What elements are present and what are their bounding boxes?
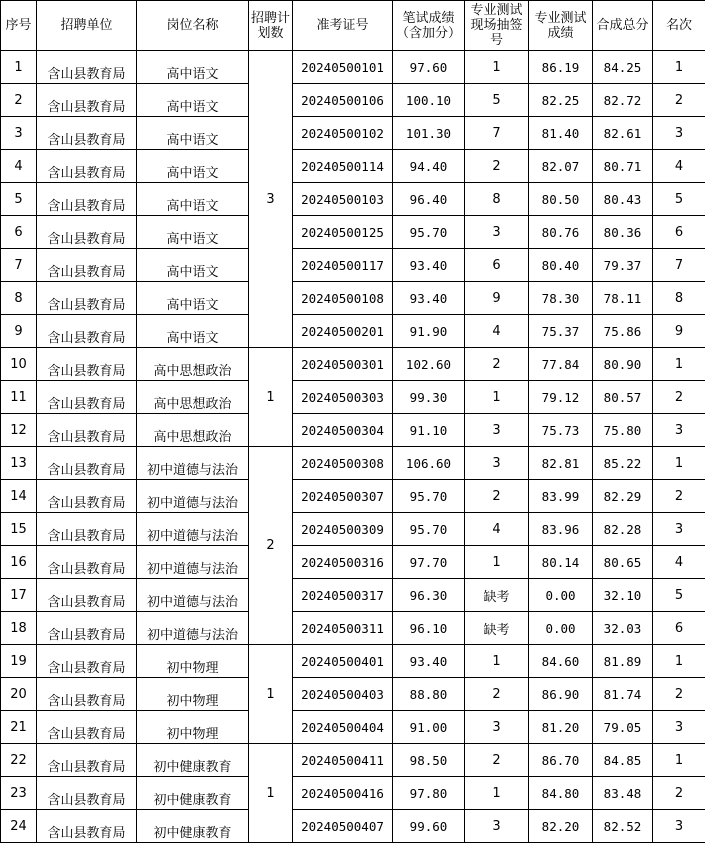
rank-cell: 3 [653,513,705,546]
written-score-cell: 94.40 [393,150,465,183]
plan-count-cell: 1 [249,645,293,744]
written-score-cell: 98.50 [393,744,465,777]
table-row [1,480,705,513]
written-score-cell: 99.60 [393,810,465,843]
total-score-cell: 82.29 [593,480,653,513]
position-cell: 初中物理 [137,645,249,678]
plan-count-cell: 1 [249,348,293,447]
professional-score-cell: 83.99 [529,480,593,513]
seq-cell: 7 [1,249,37,282]
header-rank: 名次 [653,1,705,51]
rank-cell: 1 [653,51,705,84]
table-row [1,150,705,183]
exam-id-cell: 20240500117 [293,249,393,282]
seq-cell: 12 [1,414,37,447]
seq-cell: 22 [1,744,37,777]
rank-cell: 3 [653,810,705,843]
unit-cell: 含山县教育局 [37,249,137,282]
unit-cell: 含山县教育局 [37,414,137,447]
professional-score-cell: 86.70 [529,744,593,777]
draw-number-cell: 1 [465,645,529,678]
professional-score-cell: 75.73 [529,414,593,447]
table-row [1,84,705,117]
header-seq: 序号 [1,1,37,51]
total-score-cell: 82.28 [593,513,653,546]
rank-cell: 2 [653,84,705,117]
draw-number-cell: 缺考 [465,579,529,612]
unit-cell: 含山县教育局 [37,150,137,183]
table-row [1,579,705,612]
table-row [1,381,705,414]
table-row [1,678,705,711]
written-score-cell: 93.40 [393,282,465,315]
position-cell: 初中物理 [137,711,249,744]
professional-score-cell: 82.25 [529,84,593,117]
unit-cell: 含山县教育局 [37,645,137,678]
rank-cell: 1 [653,645,705,678]
rank-cell: 2 [653,480,705,513]
total-score-cell: 82.52 [593,810,653,843]
header-exam-id: 准考证号 [293,1,393,51]
draw-number-cell: 8 [465,183,529,216]
total-score-cell: 84.85 [593,744,653,777]
table-row [1,216,705,249]
unit-cell: 含山县教育局 [37,810,137,843]
exam-id-cell: 20240500303 [293,381,393,414]
professional-score-cell: 86.90 [529,678,593,711]
seq-cell: 23 [1,777,37,810]
draw-number-cell: 2 [465,348,529,381]
position-cell: 初中道德与法治 [137,579,249,612]
unit-cell: 含山县教育局 [37,678,137,711]
written-score-cell: 101.30 [393,117,465,150]
header-position: 岗位名称 [137,1,249,51]
unit-cell: 含山县教育局 [37,381,137,414]
draw-number-cell: 1 [465,381,529,414]
total-score-cell: 83.48 [593,777,653,810]
rank-cell: 2 [653,678,705,711]
exam-id-cell: 20240500304 [293,414,393,447]
seq-cell: 20 [1,678,37,711]
draw-number-cell: 6 [465,249,529,282]
exam-id-cell: 20240500404 [293,711,393,744]
position-cell: 高中语文 [137,315,249,348]
total-score-cell: 75.86 [593,315,653,348]
seq-cell: 18 [1,612,37,645]
position-cell: 初中道德与法治 [137,612,249,645]
draw-number-cell: 4 [465,315,529,348]
draw-number-cell: 2 [465,480,529,513]
table-row [1,645,705,678]
written-score-cell: 95.70 [393,513,465,546]
table-row [1,612,705,645]
rank-cell: 5 [653,579,705,612]
written-score-cell: 91.10 [393,414,465,447]
exam-id-cell: 20240500106 [293,84,393,117]
seq-cell: 17 [1,579,37,612]
position-cell: 高中思想政治 [137,414,249,447]
written-score-cell: 96.40 [393,183,465,216]
draw-number-cell: 3 [465,216,529,249]
professional-score-cell: 80.40 [529,249,593,282]
exam-id-cell: 20240500102 [293,117,393,150]
exam-id-cell: 20240500101 [293,51,393,84]
draw-number-cell: 1 [465,777,529,810]
rank-cell: 1 [653,348,705,381]
rank-cell: 6 [653,216,705,249]
professional-score-cell: 83.96 [529,513,593,546]
draw-number-cell: 缺考 [465,612,529,645]
seq-cell: 9 [1,315,37,348]
unit-cell: 含山县教育局 [37,348,137,381]
written-score-cell: 97.80 [393,777,465,810]
total-score-cell: 75.80 [593,414,653,447]
professional-score-cell: 80.50 [529,183,593,216]
unit-cell: 含山县教育局 [37,183,137,216]
position-cell: 高中语文 [137,183,249,216]
table-row [1,711,705,744]
exam-id-cell: 20240500407 [293,810,393,843]
rank-cell: 8 [653,282,705,315]
exam-id-cell: 20240500316 [293,546,393,579]
unit-cell: 含山县教育局 [37,612,137,645]
table-row [1,513,705,546]
header-plan: 招聘计划数 [249,1,293,51]
exam-id-cell: 20240500311 [293,612,393,645]
position-cell: 高中思想政治 [137,381,249,414]
seq-cell: 2 [1,84,37,117]
rank-cell: 5 [653,183,705,216]
position-cell: 初中物理 [137,678,249,711]
written-score-cell: 93.40 [393,249,465,282]
exam-id-cell: 20240500301 [293,348,393,381]
position-cell: 初中健康教育 [137,777,249,810]
exam-id-cell: 20240500403 [293,678,393,711]
written-score-cell: 91.90 [393,315,465,348]
professional-score-cell: 77.84 [529,348,593,381]
rank-cell: 3 [653,414,705,447]
exam-id-cell: 20240500201 [293,315,393,348]
unit-cell: 含山县教育局 [37,744,137,777]
total-score-cell: 80.65 [593,546,653,579]
seq-cell: 14 [1,480,37,513]
rank-cell: 9 [653,315,705,348]
written-score-cell: 96.10 [393,612,465,645]
unit-cell: 含山县教育局 [37,117,137,150]
total-score-cell: 82.72 [593,84,653,117]
seq-cell: 11 [1,381,37,414]
draw-number-cell: 2 [465,744,529,777]
unit-cell: 含山县教育局 [37,282,137,315]
unit-cell: 含山县教育局 [37,315,137,348]
written-score-cell: 106.60 [393,447,465,480]
exam-id-cell: 20240500317 [293,579,393,612]
unit-cell: 含山县教育局 [37,51,137,84]
professional-score-cell: 82.81 [529,447,593,480]
seq-cell: 1 [1,51,37,84]
professional-score-cell: 84.60 [529,645,593,678]
seq-cell: 15 [1,513,37,546]
written-score-cell: 93.40 [393,645,465,678]
professional-score-cell: 80.76 [529,216,593,249]
rank-cell: 3 [653,711,705,744]
professional-score-cell: 86.19 [529,51,593,84]
written-score-cell: 97.60 [393,51,465,84]
total-score-cell: 79.05 [593,711,653,744]
exam-id-cell: 20240500103 [293,183,393,216]
exam-id-cell: 20240500411 [293,744,393,777]
total-score-cell: 81.74 [593,678,653,711]
rank-cell: 2 [653,381,705,414]
unit-cell: 含山县教育局 [37,777,137,810]
position-cell: 高中思想政治 [137,348,249,381]
written-score-cell: 91.00 [393,711,465,744]
exam-id-cell: 20240500108 [293,282,393,315]
rank-cell: 3 [653,117,705,150]
seq-cell: 6 [1,216,37,249]
position-cell: 高中语文 [137,117,249,150]
written-score-cell: 95.70 [393,480,465,513]
written-score-cell: 99.30 [393,381,465,414]
table-row [1,810,705,843]
rank-cell: 4 [653,546,705,579]
written-score-cell: 100.10 [393,84,465,117]
plan-count-cell: 1 [249,744,293,843]
draw-number-cell: 7 [465,117,529,150]
seq-cell: 13 [1,447,37,480]
position-cell: 高中语文 [137,84,249,117]
total-score-cell: 78.11 [593,282,653,315]
professional-score-cell: 82.20 [529,810,593,843]
written-score-cell: 102.60 [393,348,465,381]
table-row [1,348,705,381]
position-cell: 初中道德与法治 [137,480,249,513]
table-row [1,282,705,315]
exam-id-cell: 20240500401 [293,645,393,678]
professional-score-cell: 80.14 [529,546,593,579]
total-score-cell: 32.10 [593,579,653,612]
position-cell: 初中健康教育 [137,810,249,843]
draw-number-cell: 3 [465,447,529,480]
header-row [1,1,705,51]
draw-number-cell: 1 [465,546,529,579]
draw-number-cell: 1 [465,51,529,84]
seq-cell: 3 [1,117,37,150]
header-total-score: 合成总分 [593,1,653,51]
draw-number-cell: 4 [465,513,529,546]
table-row [1,183,705,216]
total-score-cell: 80.90 [593,348,653,381]
draw-number-cell: 9 [465,282,529,315]
position-cell: 初中道德与法治 [137,513,249,546]
position-cell: 高中语文 [137,216,249,249]
draw-number-cell: 3 [465,711,529,744]
header-unit: 招聘单位 [37,1,137,51]
written-score-cell: 88.80 [393,678,465,711]
professional-score-cell: 75.37 [529,315,593,348]
rank-cell: 1 [653,447,705,480]
exam-id-cell: 20240500309 [293,513,393,546]
table-row [1,777,705,810]
plan-count-cell: 2 [249,447,293,645]
table-row [1,51,705,84]
exam-id-cell: 20240500125 [293,216,393,249]
professional-score-cell: 81.40 [529,117,593,150]
total-score-cell: 80.71 [593,150,653,183]
position-cell: 高中语文 [137,51,249,84]
total-score-cell: 80.43 [593,183,653,216]
rank-cell: 1 [653,744,705,777]
exam-id-cell: 20240500114 [293,150,393,183]
seq-cell: 16 [1,546,37,579]
seq-cell: 4 [1,150,37,183]
draw-number-cell: 3 [465,414,529,447]
position-cell: 高中语文 [137,282,249,315]
unit-cell: 含山县教育局 [37,480,137,513]
header-written-score: 笔试成绩（含加分） [393,1,465,51]
draw-number-cell: 5 [465,84,529,117]
table-row [1,546,705,579]
unit-cell: 含山县教育局 [37,513,137,546]
professional-score-cell: 81.20 [529,711,593,744]
total-score-cell: 80.36 [593,216,653,249]
position-cell: 初中道德与法治 [137,546,249,579]
position-cell: 高中语文 [137,150,249,183]
professional-score-cell: 0.00 [529,579,593,612]
total-score-cell: 81.89 [593,645,653,678]
seq-cell: 19 [1,645,37,678]
seq-cell: 8 [1,282,37,315]
total-score-cell: 85.22 [593,447,653,480]
header-professional-score: 专业测试成绩 [529,1,593,51]
total-score-cell: 32.03 [593,612,653,645]
professional-score-cell: 84.80 [529,777,593,810]
professional-score-cell: 0.00 [529,612,593,645]
unit-cell: 含山县教育局 [37,447,137,480]
rank-cell: 4 [653,150,705,183]
position-cell: 初中道德与法治 [137,447,249,480]
exam-id-cell: 20240500307 [293,480,393,513]
table-row [1,249,705,282]
table-row [1,744,705,777]
total-score-cell: 82.61 [593,117,653,150]
written-score-cell: 96.30 [393,579,465,612]
rank-cell: 7 [653,249,705,282]
professional-score-cell: 78.30 [529,282,593,315]
seq-cell: 10 [1,348,37,381]
exam-id-cell: 20240500308 [293,447,393,480]
total-score-cell: 80.57 [593,381,653,414]
table-row [1,117,705,150]
unit-cell: 含山县教育局 [37,546,137,579]
seq-cell: 5 [1,183,37,216]
written-score-cell: 95.70 [393,216,465,249]
seq-cell: 21 [1,711,37,744]
exam-id-cell: 20240500416 [293,777,393,810]
draw-number-cell: 3 [465,810,529,843]
total-score-cell: 84.25 [593,51,653,84]
position-cell: 初中健康教育 [137,744,249,777]
header-draw-number: 专业测试现场抽签号 [465,1,529,51]
written-score-cell: 97.70 [393,546,465,579]
rank-cell: 6 [653,612,705,645]
draw-number-cell: 2 [465,678,529,711]
unit-cell: 含山县教育局 [37,84,137,117]
unit-cell: 含山县教育局 [37,579,137,612]
table-row [1,315,705,348]
professional-score-cell: 79.12 [529,381,593,414]
plan-count-cell: 3 [249,51,293,348]
draw-number-cell: 2 [465,150,529,183]
table-row [1,447,705,480]
position-cell: 高中语文 [137,249,249,282]
total-score-cell: 79.37 [593,249,653,282]
unit-cell: 含山县教育局 [37,711,137,744]
rank-cell: 2 [653,777,705,810]
professional-score-cell: 82.07 [529,150,593,183]
seq-cell: 24 [1,810,37,843]
table-row [1,414,705,447]
unit-cell: 含山县教育局 [37,216,137,249]
